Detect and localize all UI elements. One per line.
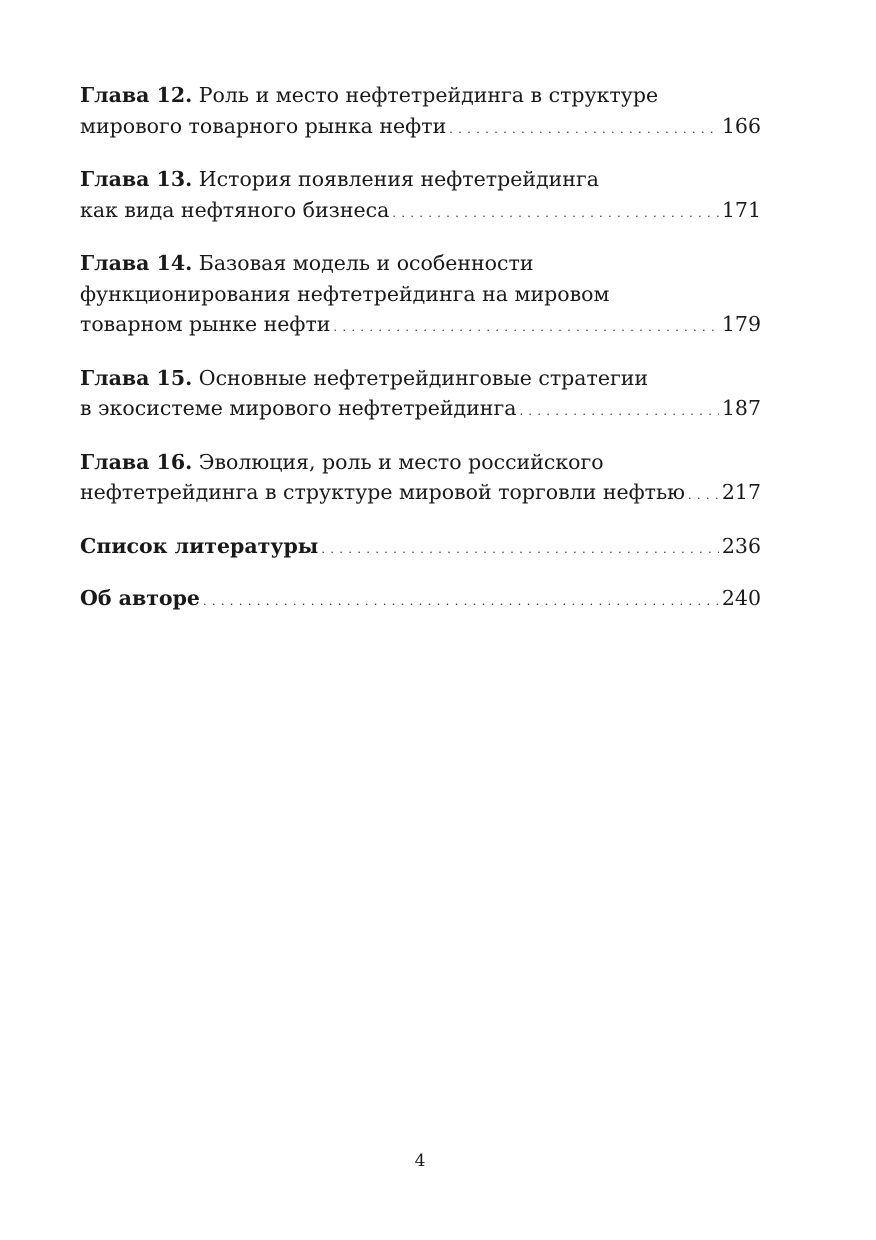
chapter-title-line: Основные нефтетрейдинговые стратегии [198, 365, 649, 390]
page-ref: 236 [721, 533, 761, 558]
page-ref: 187 [721, 396, 761, 420]
chapter-title-line: История появления нефтетрейдинга [198, 167, 599, 191]
chapter-label: Глава 16. [80, 449, 193, 474]
toc-entry-chapter-14[interactable] [80, 248, 761, 344]
dot-leader [392, 199, 719, 230]
toc-entry-chapter-16[interactable] [80, 447, 761, 512]
chapter-title-line: товарном рынке нефти [80, 312, 331, 336]
chapter-title-line: Эволюция, роль и место российского [198, 449, 604, 474]
page-ref: 171 [721, 197, 761, 222]
table-of-contents [80, 80, 761, 636]
toc-entry-references[interactable] [80, 531, 761, 566]
dot-leader [203, 587, 719, 618]
dot-leader [333, 313, 718, 344]
chapter-title-line: как вида нефтяного бизнеса [80, 197, 390, 222]
page-ref: 166 [721, 113, 761, 138]
page-number: 4 [414, 1151, 426, 1171]
dot-leader [321, 535, 719, 566]
dot-leader [688, 481, 719, 512]
chapter-label: Глава 15. [80, 365, 193, 390]
dot-leader [449, 115, 719, 146]
chapter-title-line: нефтетрейдинга в структуре мировой торговли нефтью [80, 480, 686, 504]
toc-entry-chapter-13[interactable] [80, 164, 761, 229]
chapter-label: Глава 12. [80, 83, 193, 107]
toc-entry-chapter-15[interactable] [80, 363, 761, 428]
chapter-title-line: в экосистеме мирового нефтетрейдинга [80, 396, 517, 420]
chapter-title-line: мирового товарного рынка нефти [80, 113, 447, 138]
chapter-title-line: Базовая модель и особенности [198, 251, 534, 275]
section-label: Список литературы [80, 533, 319, 558]
toc-entry-about-author[interactable] [80, 583, 761, 618]
chapter-title-line: функционирования нефтетрейдинга на мировом [80, 281, 610, 306]
chapter-label: Глава 13. [80, 167, 193, 191]
page-ref: 179 [721, 312, 761, 336]
chapter-label: Глава 14. [80, 251, 193, 275]
page-ref: 217 [721, 480, 761, 504]
dot-leader [519, 397, 718, 428]
page-ref: 240 [721, 586, 761, 610]
chapter-title-line: Роль и место нефтетрейдинга в структуре [198, 83, 659, 107]
section-label: Об авторе [80, 586, 200, 610]
toc-entry-chapter-12[interactable] [80, 80, 761, 145]
